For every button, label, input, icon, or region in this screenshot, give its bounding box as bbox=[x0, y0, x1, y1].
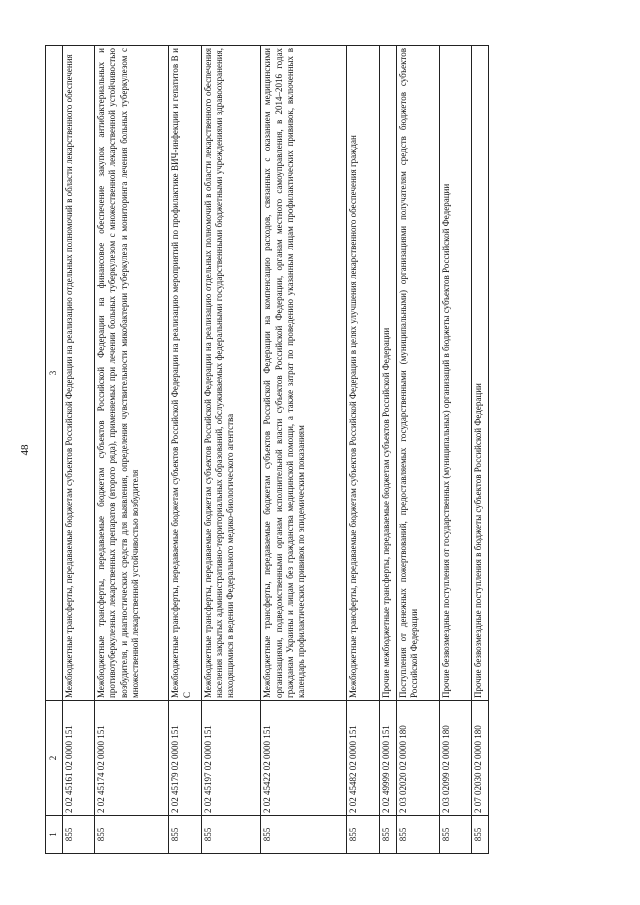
revenue-name: Прочие межбюджетные трансферты, передаваемые бюджетам субъектов Российской Федерации bbox=[379, 46, 396, 701]
table-row bbox=[95, 46, 169, 854]
admin-code: 855 bbox=[169, 816, 201, 854]
admin-code: 855 bbox=[396, 816, 439, 854]
budget-classification-code: 2 07 02030 02 0000 180 bbox=[471, 701, 488, 816]
budget-classification-code: 2 02 45161 02 0000 151 bbox=[62, 701, 94, 816]
column-number-2: 2 bbox=[46, 701, 63, 816]
budget-classification-code: 2 02 45422 02 0000 151 bbox=[261, 701, 347, 816]
revenue-name: Межбюджетные трансферты, передаваемые бюджетам субъектов Российской Федерации на финансовое обеспечение закупок антибактериальных и противотуберкулезных лекарственных препаратов (второго ряда), применяемых при лечении больных туберкулезом с множественной лекарственной устойчивостью возбудителя, и диагностических средств для выявления, определения чувствительности микобактерии туберкулеза и мониторинга лечения больных туберкулезом с множественной лекарственной устойчивостью возбудителя bbox=[95, 46, 169, 701]
table-header-row bbox=[46, 46, 63, 854]
budget-classification-code: 2 02 45197 02 0000 151 bbox=[201, 701, 261, 816]
table-row bbox=[261, 46, 347, 854]
page-number: 48 bbox=[19, 444, 31, 456]
admin-code: 855 bbox=[201, 816, 261, 854]
budget-classification-code: 2 02 45482 02 0000 151 bbox=[347, 701, 379, 816]
table-row bbox=[347, 46, 379, 854]
admin-code: 855 bbox=[95, 816, 169, 854]
budget-classification-code: 2 02 49999 02 0000 151 bbox=[379, 701, 396, 816]
revenue-codes-table bbox=[45, 45, 489, 854]
table-row bbox=[379, 46, 396, 854]
revenue-name: Поступления от денежных пожертвований, предоставляемых государственными (муниципальными) организациями получателям средств бюджетов субъектов Российской Федерации bbox=[396, 46, 439, 701]
revenue-name: Межбюджетные трансферты, передаваемые бюджетам субъектов Российской Федерации в целях улучшения лекарственного обеспечения граждан bbox=[347, 46, 379, 701]
budget-classification-code: 2 03 02099 02 0000 180 bbox=[439, 701, 471, 816]
table-row bbox=[201, 46, 261, 854]
revenue-name: Межбюджетные трансферты, передаваемые бюджетам субъектов Российской Федерации на реализацию отдельных полномочий в области лекарственного обеспечения населения закрытых административно-территориальных образований, обслуживаемых федеральными государственными бюджетными учреждениями здравоохранения, находящимися в ведении Федерального медико-биологического агентства bbox=[201, 46, 261, 701]
revenue-name: Прочие безвозмездные поступления от государственных (муниципальных) организаций в бюджеты субъектов Российской Федерации bbox=[439, 46, 471, 701]
admin-code: 855 bbox=[471, 816, 488, 854]
table-row bbox=[471, 46, 488, 854]
budget-classification-code: 2 03 02020 02 0000 180 bbox=[396, 701, 439, 816]
admin-code: 855 bbox=[439, 816, 471, 854]
revenue-name: Прочие безвозмездные поступления в бюджеты субъектов Российской Федерации bbox=[471, 46, 488, 701]
column-number-3: 3 bbox=[46, 46, 63, 701]
revenue-name: Межбюджетные трансферты, передаваемые бюджетам субъектов Российской Федерации на реализацию мероприятий по профилактике ВИЧ-инфекции и гепатитов B и C bbox=[169, 46, 201, 701]
admin-code: 855 bbox=[379, 816, 396, 854]
revenue-name: Межбюджетные трансферты, передаваемые бюджетам субъектов Российской Федерации на реализацию отдельных полномочий в области лекарственного обеспечения bbox=[62, 46, 94, 701]
revenue-name: Межбюджетные трансферты, передаваемые бюджетам субъектов Российской Федерации на компенсацию расходов, связанных с оказанием медицинскими организациями, подведомственными органам исполнительной власти субъектов Российской Федерации, органам местного самоуправления, в 2014–2016 годах гражданам Украины и лицам без гражданства медицинской помощи, а также затрат по проведению указанным лицам профилактических прививок, включенных в календарь профилактических прививок по эпидемическим показаниям bbox=[261, 46, 347, 701]
rotated-page-content bbox=[19, 46, 489, 854]
admin-code: 855 bbox=[261, 816, 347, 854]
budget-classification-code: 2 02 45179 02 0000 151 bbox=[169, 701, 201, 816]
table-body bbox=[46, 46, 489, 854]
table-row bbox=[396, 46, 439, 854]
budget-classification-code: 2 02 45174 02 0000 151 bbox=[95, 701, 169, 816]
admin-code: 855 bbox=[62, 816, 94, 854]
admin-code: 855 bbox=[347, 816, 379, 854]
table-row bbox=[439, 46, 471, 854]
table-row bbox=[62, 46, 94, 854]
table-row bbox=[169, 46, 201, 854]
column-number-1: 1 bbox=[46, 816, 63, 854]
